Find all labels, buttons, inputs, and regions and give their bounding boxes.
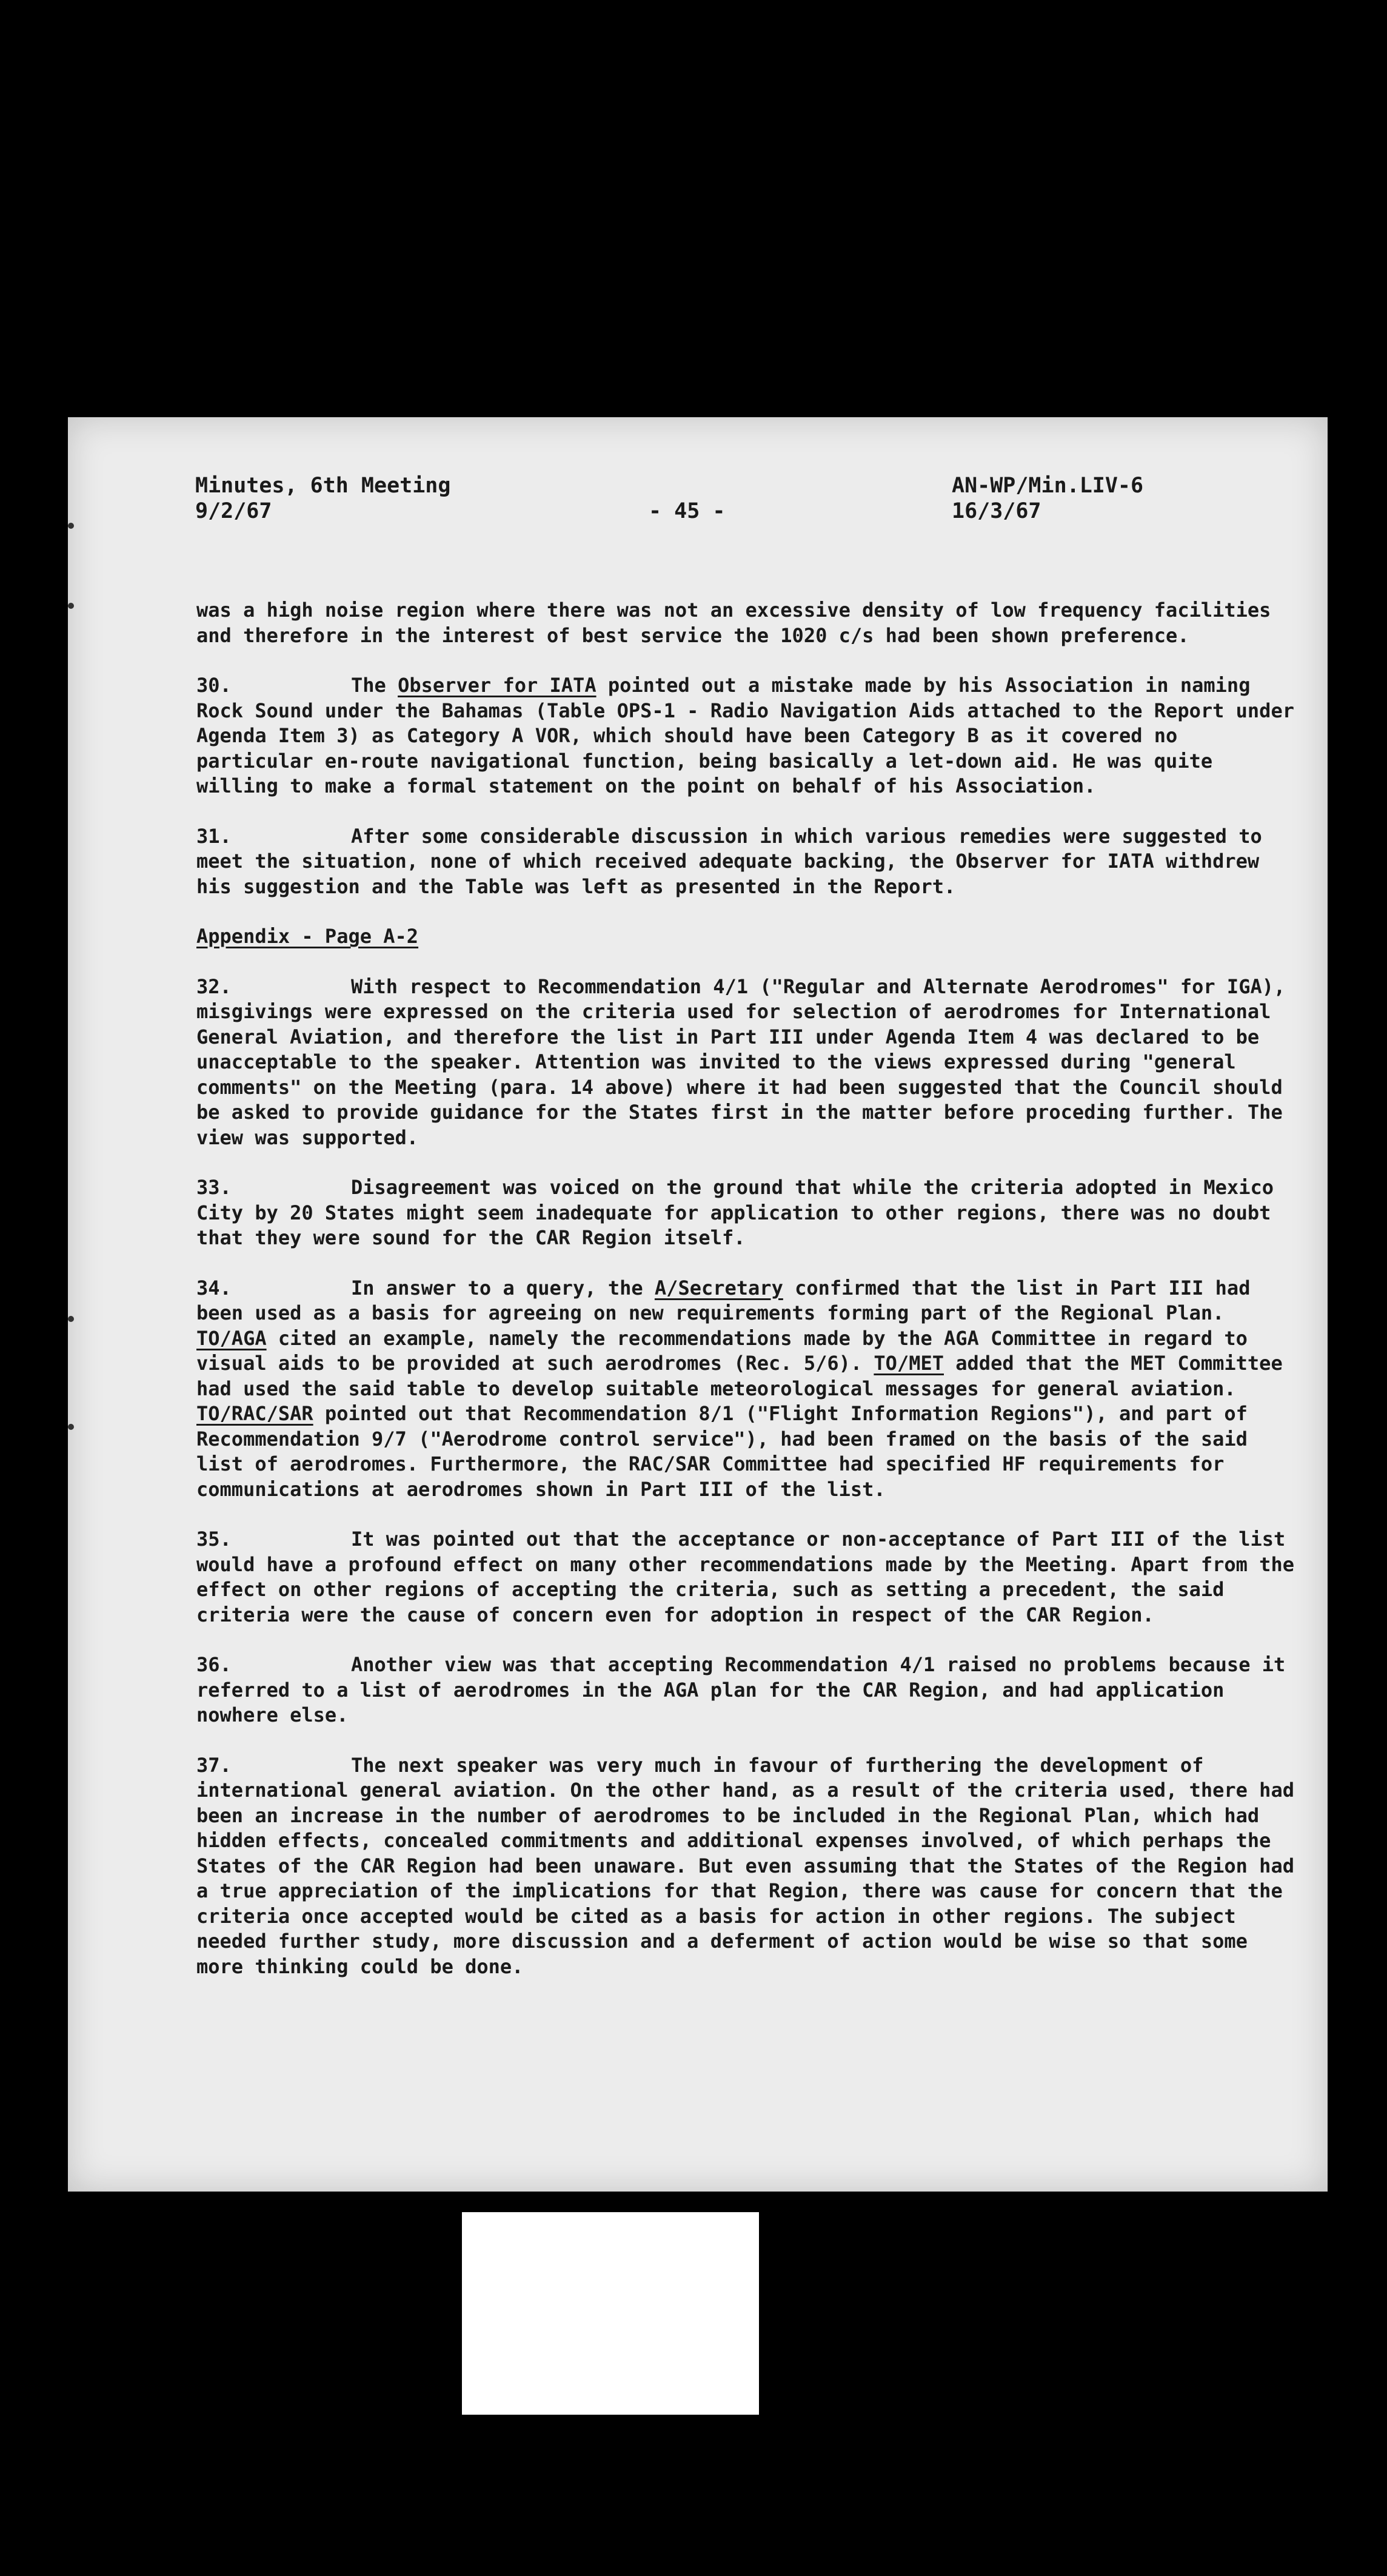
paragraph-31 [196, 824, 1300, 900]
paragraph-35 [196, 1527, 1300, 1628]
paragraph-text: In answer to a query, the [351, 1276, 655, 1300]
paragraph-36 [196, 1652, 1300, 1728]
paragraph-37 [196, 1753, 1300, 1980]
paragraph-number: 34. [196, 1276, 232, 1300]
underlined-term: TO/RAC/SAR [196, 1402, 313, 1425]
paragraph-text: cited an example, namely the recommendations made by the AGA Committee in regard to visual aids to be provided at such aerodromes (Rec. 5/6). [196, 1326, 1248, 1375]
paragraph-number: 35. [196, 1528, 232, 1551]
underlined-term: Observer for IATA [398, 674, 597, 697]
paragraph-30 [196, 673, 1300, 799]
paragraph-text: After some considerable discussion in which various remedies were suggested to meet the situation, none of which received adequate backing, the Observer for IATA withdrew his suggestion and the Table was left as presented in the Report. [196, 824, 1262, 898]
paragraph-continued: was a high noise region where there was not an excessive density of low frequency facilities and therefore in the interest of best service the 1020 c/s had been shown preference. [196, 599, 1271, 647]
paragraph-number: 36. [196, 1653, 232, 1676]
paragraph-text: pointed out a mistake made by his Association in naming Rock Sound under the Bahamas (Table OPS-1 - Radio Navigation Aids attached to the Report under Agenda Item 3) as Category A VOR, which should have been Category B as it covered no particular en-route navigational function, being basically a let-down aid. He was quite willing to make a formal statement on the point on behalf of his Association. [196, 674, 1294, 797]
paragraph-text: The [351, 674, 398, 697]
paragraph-number: 33. [196, 1176, 232, 1199]
paragraph-33 [196, 1175, 1300, 1251]
paragraph-text: With respect to Recommendation 4/1 ("Regular and Alternate Aerodromes" for IGA), misgivings were expressed on the criteria used for selection of aerodromes for International General Aviation, and therefore the list in Part III under Agenda Item 4 was declared to be unacceptable to the speaker. Attention was invited to the views expressed during "general comments" on the Meeting (para. 14 above) where it had been suggested that the Council should be asked to provide guidance for the States first in the matter before proceding further. The view was supported. [196, 974, 1286, 1149]
underlined-term: A/Secretary [654, 1276, 783, 1300]
paragraph-text: added that the MET Committee had used the said table to develop suitable meteorological messages for general aviation. [196, 1352, 1283, 1400]
section-heading-text: Appendix - Page A-2 [196, 925, 419, 948]
paragraph-text: It was pointed out that the acceptance or non-acceptance of Part III of the list would have a profound effect on many other recommendations made by the Meeting. Apart from the effect on other regions of accepting the criteria, such as setting a precedent, the said criteria were the cause of concern even for adoption in respect of the CAR Region. [196, 1528, 1294, 1626]
punch-mark [68, 1316, 74, 1322]
calibration-card [462, 2212, 759, 2415]
punch-mark [68, 1424, 74, 1430]
paragraph-text: Another view was that accepting Recommendation 4/1 raised no problems because it referred to a list of aerodromes in the AGA plan for the CAR Region, and had application nowhere else. [196, 1653, 1286, 1726]
paragraph-text: confirmed that the list in Part III had been used as a basis for agreeing on new requirements forming part of the Regional Plan. [196, 1276, 1251, 1324]
header-doc-date: 16/3/67 [952, 499, 1041, 523]
paragraph-number: 32. [196, 974, 232, 998]
punch-mark [68, 523, 74, 529]
document-page [68, 417, 1328, 2192]
page-number [649, 498, 725, 524]
paragraph-34 [196, 1276, 1300, 1503]
paragraph-text: The next speaker was very much in favour of furthering the development of international general aviation. On the other hand, as a result of the criteria used, there had been an increase in the number of aerodromes to be included in the Regional Plan, which had hidden effects, concealed commitments and additional expenses involved, of which perhaps the States of the CAR Region had been unaware. But even assuming that the States of the Region had a true appreciation of the implications for that Region, there was cause for concern that the criteria once accepted would be cited as a basis for action in other regions. The subject needed further study, more discussion and a deferment of action would be wise so that some more thinking could be done. [196, 1753, 1294, 1978]
paragraph-32 [196, 974, 1300, 1151]
underlined-term: TO/AGA [196, 1326, 267, 1350]
punch-mark [68, 603, 74, 609]
header-document-reference [952, 473, 1143, 524]
document-body [196, 598, 1300, 2004]
header-meeting-title: Minutes, 6th Meeting [195, 474, 451, 498]
underlined-term: TO/MET [874, 1352, 944, 1375]
header-meeting-date: 9/2/67 [195, 499, 272, 523]
paragraph-number: 37. [196, 1753, 232, 1777]
page-number-text: - 45 - [649, 499, 726, 523]
header-meeting-info [195, 473, 450, 524]
paragraph-number: 31. [196, 824, 232, 848]
section-heading [196, 924, 1300, 950]
paragraph-text: Disagreement was voiced on the ground that while the criteria adopted in Mexico City by 20 States might seem inadequate for application to other regions, there was no doubt that they were sound for the CAR Region itself. [196, 1176, 1274, 1249]
header-doc-code: AN-WP/Min.LIV-6 [952, 474, 1144, 498]
paragraph-text: pointed out that Recommendation 8/1 ("Flight Information Regions"), and part of Recommendation 9/7 ("Aerodrome control service"), had been framed on the basis of the said list of aerodromes. Furthermore, the RAC/SAR Committee had specified HF requirements for communications at aerodromes shown in Part III of the list. [196, 1402, 1248, 1501]
paragraph-number: 30. [196, 674, 232, 697]
